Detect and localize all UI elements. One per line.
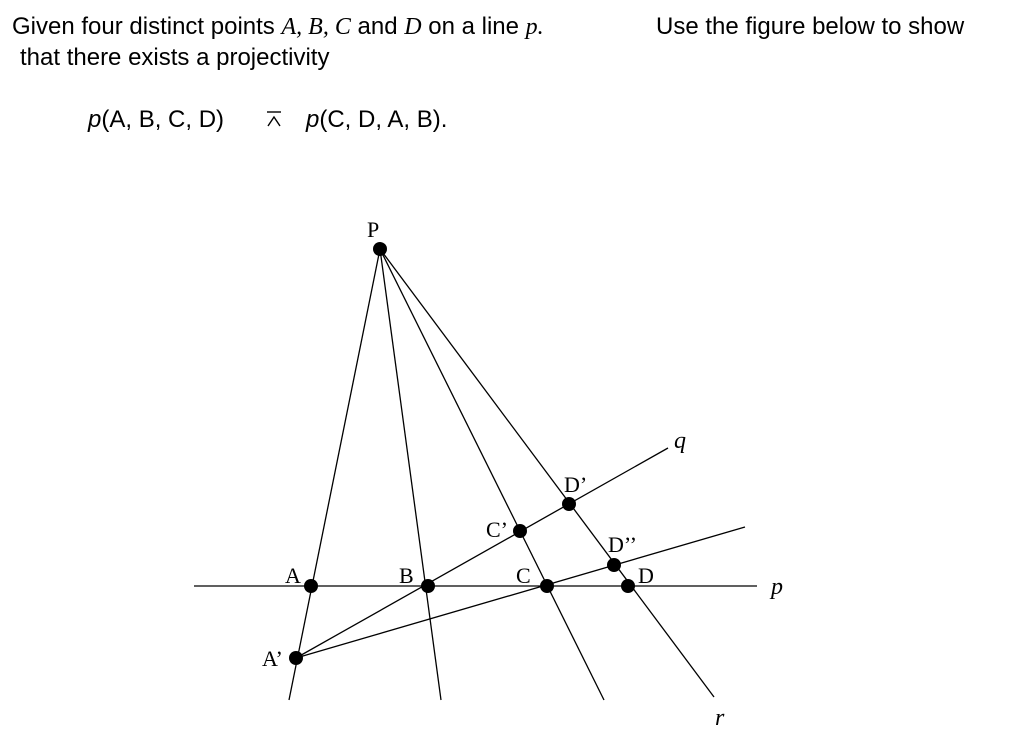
period-text: . bbox=[537, 14, 544, 40]
point-c-symbol: C bbox=[334, 14, 351, 40]
point-a-prime-label: A’ bbox=[262, 646, 283, 671]
point-b-dot bbox=[421, 579, 435, 593]
point-p-dot bbox=[373, 242, 387, 256]
problem-statement-line2: that there exists a projectivity bbox=[20, 44, 330, 71]
point-a-dot bbox=[304, 579, 318, 593]
point-c-label: C bbox=[516, 563, 531, 588]
problem-statement-use-figure: Use the figure below to show bbox=[656, 13, 965, 40]
point-b-label: B bbox=[399, 563, 414, 588]
point-c-prime-dot bbox=[513, 524, 527, 538]
and-word-text: and bbox=[350, 13, 405, 40]
line-p-b bbox=[380, 249, 441, 700]
point-d-prime-label: D’ bbox=[564, 472, 588, 497]
line-r bbox=[380, 249, 714, 697]
point-d-label: D bbox=[638, 563, 654, 588]
formula-line-name-right: p bbox=[306, 106, 320, 133]
point-b-symbol: B bbox=[308, 14, 323, 40]
problem-intro-text: Given four distinct points bbox=[12, 13, 275, 40]
point-d-dot bbox=[621, 579, 635, 593]
point-d-double-prime-dot bbox=[607, 558, 621, 572]
point-a-symbol: A bbox=[281, 14, 297, 40]
separator-text: , bbox=[322, 14, 335, 40]
formula-right-args: (C, D, A, B). bbox=[319, 106, 448, 133]
line-p-symbol: p bbox=[525, 14, 538, 40]
formula-left-args: (A, B, C, D) bbox=[101, 106, 225, 133]
point-a-label: A bbox=[285, 563, 301, 588]
line-p-a bbox=[289, 249, 380, 700]
point-p-label: P bbox=[367, 217, 380, 242]
formula-line-name-left: p bbox=[88, 106, 102, 133]
point-c-dot bbox=[540, 579, 554, 593]
point-c-prime-label: C’ bbox=[486, 517, 508, 542]
line-q-label: q bbox=[674, 428, 686, 454]
line-p-label: p bbox=[771, 574, 783, 600]
separator-text: , bbox=[296, 14, 309, 40]
point-d-double-prime-label: D’’ bbox=[608, 532, 637, 557]
point-d-symbol: D bbox=[404, 14, 422, 40]
point-d-prime-dot bbox=[562, 497, 576, 511]
on-line-text: on a line bbox=[421, 13, 526, 40]
line-r-label: r bbox=[715, 705, 725, 731]
point-a-prime-dot bbox=[289, 651, 303, 665]
line-a-prime-d-double-prime bbox=[296, 527, 745, 658]
